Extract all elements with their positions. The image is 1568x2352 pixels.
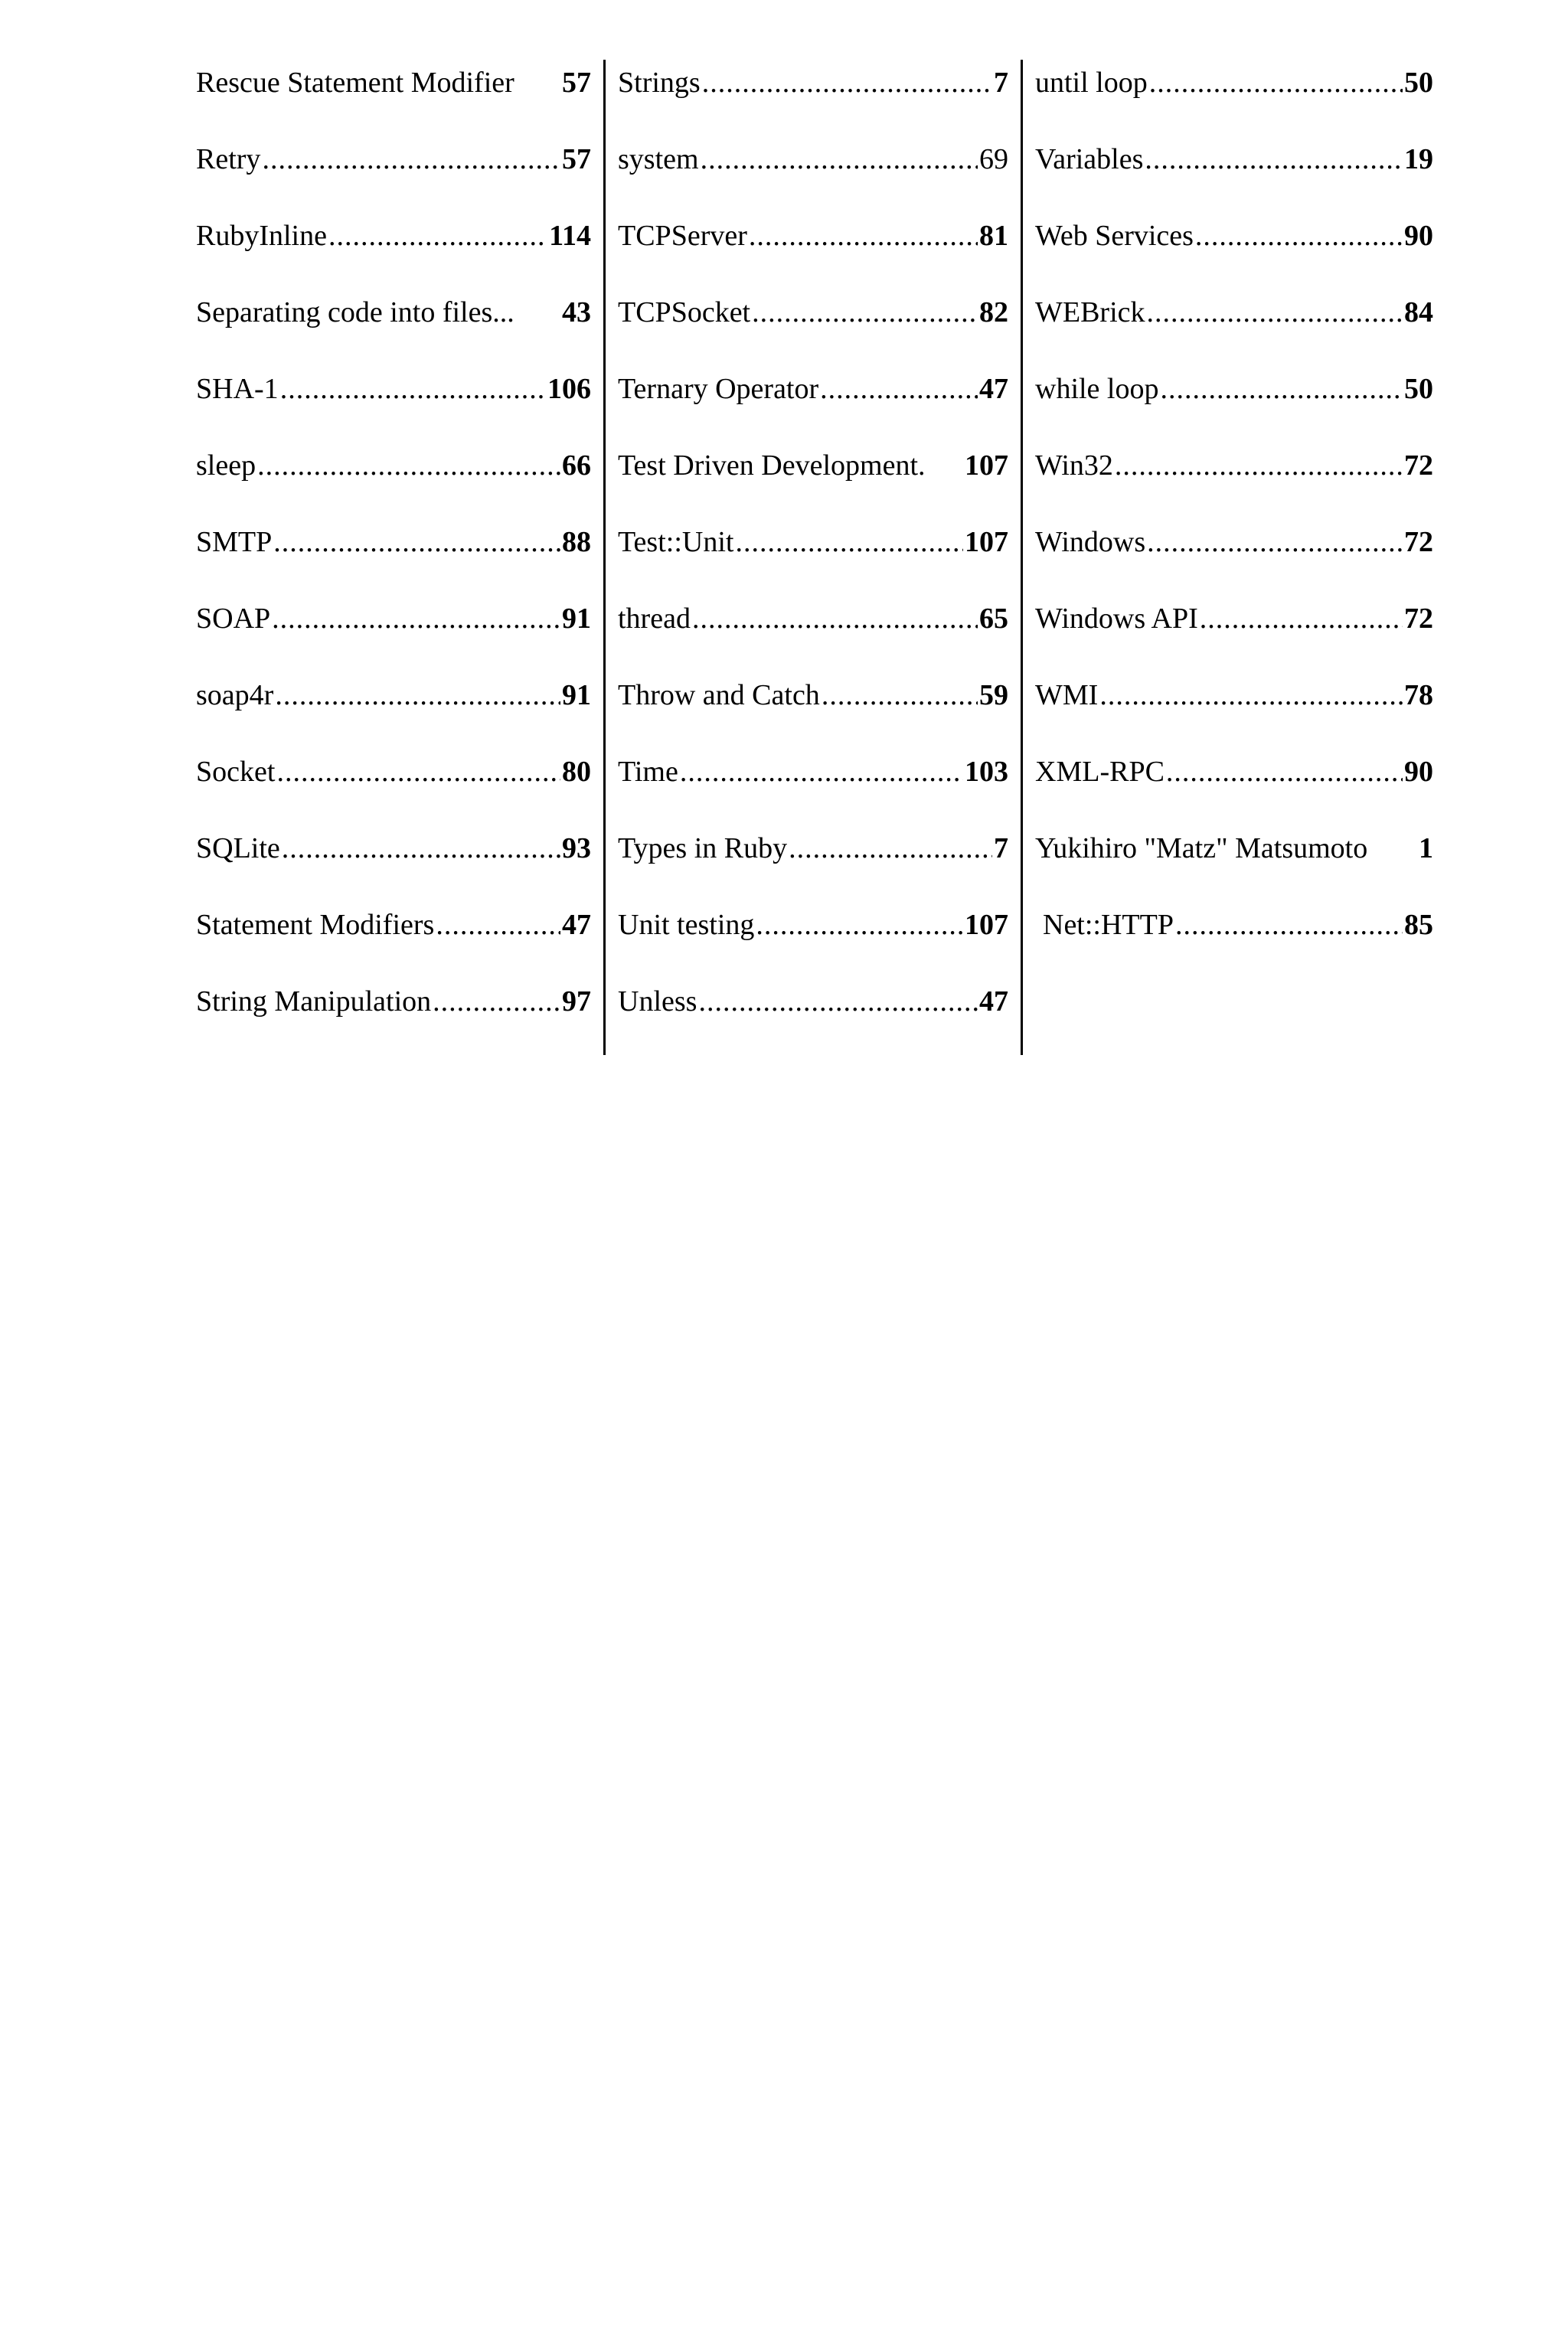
entry-page: 90 xyxy=(1404,220,1433,252)
entry-term: Yukihiro "Matz" Matsumoto xyxy=(1035,832,1368,864)
entry-term: Variables xyxy=(1035,143,1144,175)
index-entry xyxy=(1035,289,1433,366)
leader-dots xyxy=(257,443,560,488)
entry-page: 84 xyxy=(1404,296,1433,328)
entry-page: 66 xyxy=(562,449,591,482)
leader-dots xyxy=(1147,289,1403,335)
leader-dots xyxy=(262,136,560,182)
entry-term: SOAP xyxy=(196,603,271,635)
index-entry xyxy=(618,443,1008,519)
leader-dots xyxy=(698,978,978,1024)
entry-page: 81 xyxy=(979,220,1008,252)
index-entry xyxy=(1035,60,1433,136)
index-entry xyxy=(1035,596,1433,672)
entry-page: 59 xyxy=(979,679,1008,711)
leader-dots xyxy=(1149,60,1403,106)
leader-dots xyxy=(820,366,978,412)
leader-dots xyxy=(280,366,546,412)
entry-page: 72 xyxy=(1404,526,1433,558)
index-entry xyxy=(196,902,591,978)
index-entry xyxy=(1035,366,1433,443)
entry-page: 65 xyxy=(979,603,1008,635)
index-entry xyxy=(618,825,1008,902)
entry-page: 88 xyxy=(562,526,591,558)
index-entry xyxy=(618,289,1008,366)
leader-dots xyxy=(1195,213,1403,259)
entry-page: 97 xyxy=(562,985,591,1018)
entry-page: 47 xyxy=(979,985,1008,1018)
entry-term: Test::Unit xyxy=(618,526,734,558)
leader-dots xyxy=(1147,519,1403,565)
index-entry xyxy=(618,136,1008,213)
entry-term: SMTP xyxy=(196,526,273,558)
index-entry xyxy=(196,213,591,289)
index-entry xyxy=(196,366,591,443)
leader-dots xyxy=(822,672,978,718)
entry-page: 7 xyxy=(994,832,1008,864)
index-entry xyxy=(196,672,591,749)
leader-dots xyxy=(276,749,560,795)
index-entry xyxy=(618,366,1008,443)
entry-term: Unit testing xyxy=(618,909,755,941)
entry-page: 47 xyxy=(979,373,1008,405)
entry-page: 50 xyxy=(1404,67,1433,99)
entry-page: 43 xyxy=(562,296,591,328)
index-column-3 xyxy=(1023,60,1433,1055)
leader-dots xyxy=(273,519,560,565)
entry-page: 19 xyxy=(1404,143,1433,175)
index-entry xyxy=(1035,825,1433,902)
index-column-1 xyxy=(196,60,603,1055)
index-entry xyxy=(1035,672,1433,749)
index-entry xyxy=(196,289,591,366)
leader-dots xyxy=(1175,902,1403,948)
entry-term: Windows API xyxy=(1035,603,1198,635)
leader-dots xyxy=(328,213,547,259)
leader-dots xyxy=(436,902,560,948)
entry-term: SHA-1 xyxy=(196,373,279,405)
entry-term: Separating code into files... xyxy=(196,296,514,328)
entry-page: 1 xyxy=(1419,832,1433,864)
entry-term: system xyxy=(618,143,699,175)
entry-term: RubyInline xyxy=(196,220,327,252)
entry-page: 85 xyxy=(1404,909,1433,941)
entry-page: 80 xyxy=(562,756,591,788)
index-entry xyxy=(618,596,1008,672)
entry-term: until loop xyxy=(1035,67,1148,99)
entry-page: 50 xyxy=(1404,373,1433,405)
index-entry xyxy=(1035,136,1433,213)
index-entry xyxy=(618,213,1008,289)
entry-page: 69 xyxy=(979,143,1008,175)
entry-term: TCPSocket xyxy=(618,296,751,328)
entry-term: WMI xyxy=(1035,679,1099,711)
index-entry xyxy=(618,749,1008,825)
entry-term: SQLite xyxy=(196,832,280,864)
entry-page: 103 xyxy=(965,756,1008,788)
leader-dots xyxy=(275,672,560,718)
index-entry xyxy=(1035,213,1433,289)
index-entry xyxy=(618,672,1008,749)
entry-term: soap4r xyxy=(196,679,274,711)
index-entry xyxy=(196,443,591,519)
leader-dots xyxy=(1160,366,1403,412)
entry-page: 72 xyxy=(1404,603,1433,635)
leader-dots xyxy=(1099,672,1403,718)
leader-dots xyxy=(1115,443,1403,488)
entry-term: sleep xyxy=(196,449,256,482)
entry-term: Net::HTTP xyxy=(1043,909,1174,941)
entry-term: Windows xyxy=(1035,526,1146,558)
leader-dots xyxy=(1200,596,1403,642)
index-column-2 xyxy=(603,60,1023,1055)
entry-term: Web Services xyxy=(1035,220,1194,252)
entry-page: 90 xyxy=(1404,756,1433,788)
leader-dots xyxy=(1145,136,1403,182)
entry-term: Throw and Catch xyxy=(618,679,820,711)
leader-dots xyxy=(272,596,560,642)
leader-dots xyxy=(702,60,992,106)
index-entry xyxy=(1035,519,1433,596)
entry-page: 107 xyxy=(965,449,1008,482)
entry-term: Types in Ruby xyxy=(618,832,788,864)
entry-page: 57 xyxy=(562,67,591,99)
entry-term: Statement Modifiers xyxy=(196,909,435,941)
entry-term: Test Driven Development. xyxy=(618,449,926,482)
entry-term: thread xyxy=(618,603,691,635)
entry-term: String Manipulation xyxy=(196,985,432,1018)
entry-term: Unless xyxy=(618,985,697,1018)
leader-dots xyxy=(282,825,560,871)
entry-page: 107 xyxy=(965,909,1008,941)
entry-page: 91 xyxy=(562,603,591,635)
entry-page: 72 xyxy=(1404,449,1433,482)
entry-page: 7 xyxy=(994,67,1008,99)
leader-dots xyxy=(735,519,963,565)
entry-term: Strings xyxy=(618,67,701,99)
index-entry xyxy=(196,978,591,1055)
index-entry xyxy=(1035,749,1433,825)
index-columns xyxy=(196,60,1433,1055)
entry-page: 106 xyxy=(547,373,591,405)
index-entry xyxy=(618,978,1008,1055)
index-entry xyxy=(196,136,591,213)
entry-term: Socket xyxy=(196,756,276,788)
index-entry xyxy=(618,519,1008,596)
entry-page: 107 xyxy=(965,526,1008,558)
index-entry xyxy=(1035,902,1433,978)
entry-term: Ternary Operator xyxy=(618,373,819,405)
leader-dots xyxy=(749,213,978,259)
entry-term: Rescue Statement Modifier xyxy=(196,67,514,99)
index-entry xyxy=(196,825,591,902)
leader-dots xyxy=(692,596,978,642)
leader-dots xyxy=(1166,749,1403,795)
leader-dots xyxy=(701,136,978,182)
leader-dots xyxy=(433,978,560,1024)
leader-dots xyxy=(756,902,963,948)
index-entry xyxy=(1035,443,1433,519)
entry-page: 93 xyxy=(562,832,591,864)
entry-page: 78 xyxy=(1404,679,1433,711)
entry-page: 57 xyxy=(562,143,591,175)
entry-page: 82 xyxy=(979,296,1008,328)
entry-term: while loop xyxy=(1035,373,1159,405)
leader-dots xyxy=(789,825,992,871)
entry-page: 114 xyxy=(549,220,591,252)
index-entry xyxy=(196,519,591,596)
entry-term: Time xyxy=(618,756,678,788)
entry-term: XML-RPC xyxy=(1035,756,1165,788)
index-entry xyxy=(196,60,591,136)
entry-term: Win32 xyxy=(1035,449,1113,482)
index-entry xyxy=(618,60,1008,136)
entry-page: 47 xyxy=(562,909,591,941)
entry-term: WEBrick xyxy=(1035,296,1145,328)
index-entry xyxy=(618,902,1008,978)
index-entry xyxy=(196,749,591,825)
entry-term: Retry xyxy=(196,143,261,175)
leader-dots xyxy=(680,749,963,795)
entry-page: 91 xyxy=(562,679,591,711)
index-entry xyxy=(196,596,591,672)
entry-term: TCPServer xyxy=(618,220,747,252)
leader-dots xyxy=(752,289,978,335)
